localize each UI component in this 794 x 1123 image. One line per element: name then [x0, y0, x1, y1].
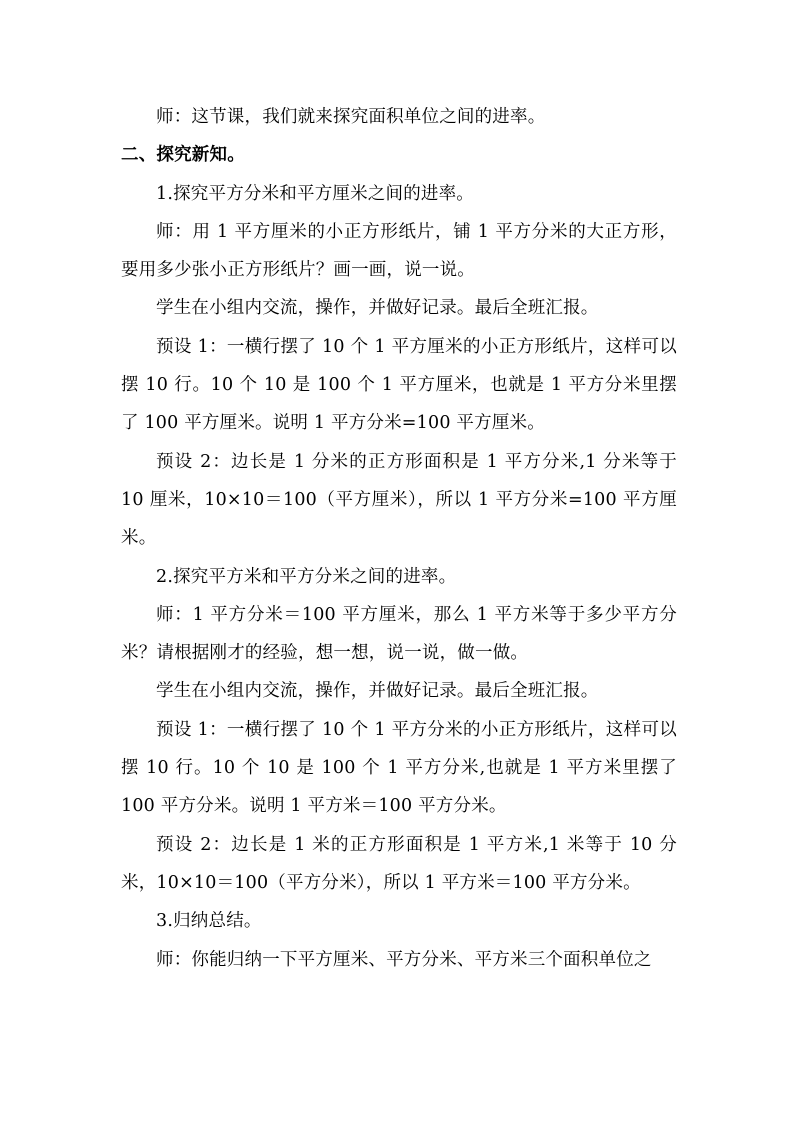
paragraph-teacher-intro: 师：这节课，我们就来探究面积单位之间的进率。: [156, 107, 546, 127]
paragraph-teacher-summary: 师：你能归纳一下平方厘米、平方分米、平方米三个面积单位之: [156, 949, 652, 970]
paragraph-preset-1a: 预设 1：一横行摆了 10 个 1 平方厘米的小正方形纸片，这样可以摆 10 行。10 个 10 是 100 个 1 平方厘米，也就是 1 平方分米里摆了 100 平方厘米。说明 1 平方分米=100 平方厘米。: [121, 336, 677, 434]
step-3-title: 3.归纳总结。: [156, 911, 262, 932]
step-1-title: 1.探究平方分米和平方厘米之间的进率。: [156, 183, 474, 204]
document-body: [121, 98, 677, 979]
paragraph-teacher-question-1: 师：用 1 平方厘米的小正方形纸片，铺 1 平方分米的大正方形，要用多少张小正方形纸片？画一画，说一说。: [121, 221, 677, 281]
paragraph-student-activity-2: 学生在小组内交流，操作，并做好记录。最后全班汇报。: [156, 681, 599, 702]
step-2-title: 2.探究平方米和平方分米之间的进率。: [156, 566, 457, 587]
paragraph-teacher-question-2: 师：1 平方分米＝100 平方厘米，那么 1 平方米等于多少平方分米？请根据刚才的经验，想一想，说一说，做一做。: [121, 604, 677, 664]
section-heading-explore: 二、探究新知。: [121, 145, 245, 166]
paragraph-preset-2a: 预设 1：一横行摆了 10 个 1 平方分米的小正方形纸片，这样可以摆 10 行。10 个 10 是 100 个 1 平方分米,也就是 1 平方米里摆了 100 平方分米。说明 1 平方米＝100 平方分米。: [121, 719, 677, 817]
paragraph-student-activity-1: 学生在小组内交流，操作，并做好记录。最后全班汇报。: [156, 298, 599, 319]
paragraph-preset-1b: 预设 2：边长是 1 分米的正方形面积是 1 平方分米,1 分米等于 10 厘米，10×10＝100（平方厘米），所以 1 平方分米=100 平方厘米。: [121, 451, 677, 549]
paragraph-preset-2b: 预设 2：边长是 1 米的正方形面积是 1 平方米,1 米等于 10 分米，10×10＝100（平方分米），所以 1 平方米＝100 平方分米。: [121, 834, 677, 893]
